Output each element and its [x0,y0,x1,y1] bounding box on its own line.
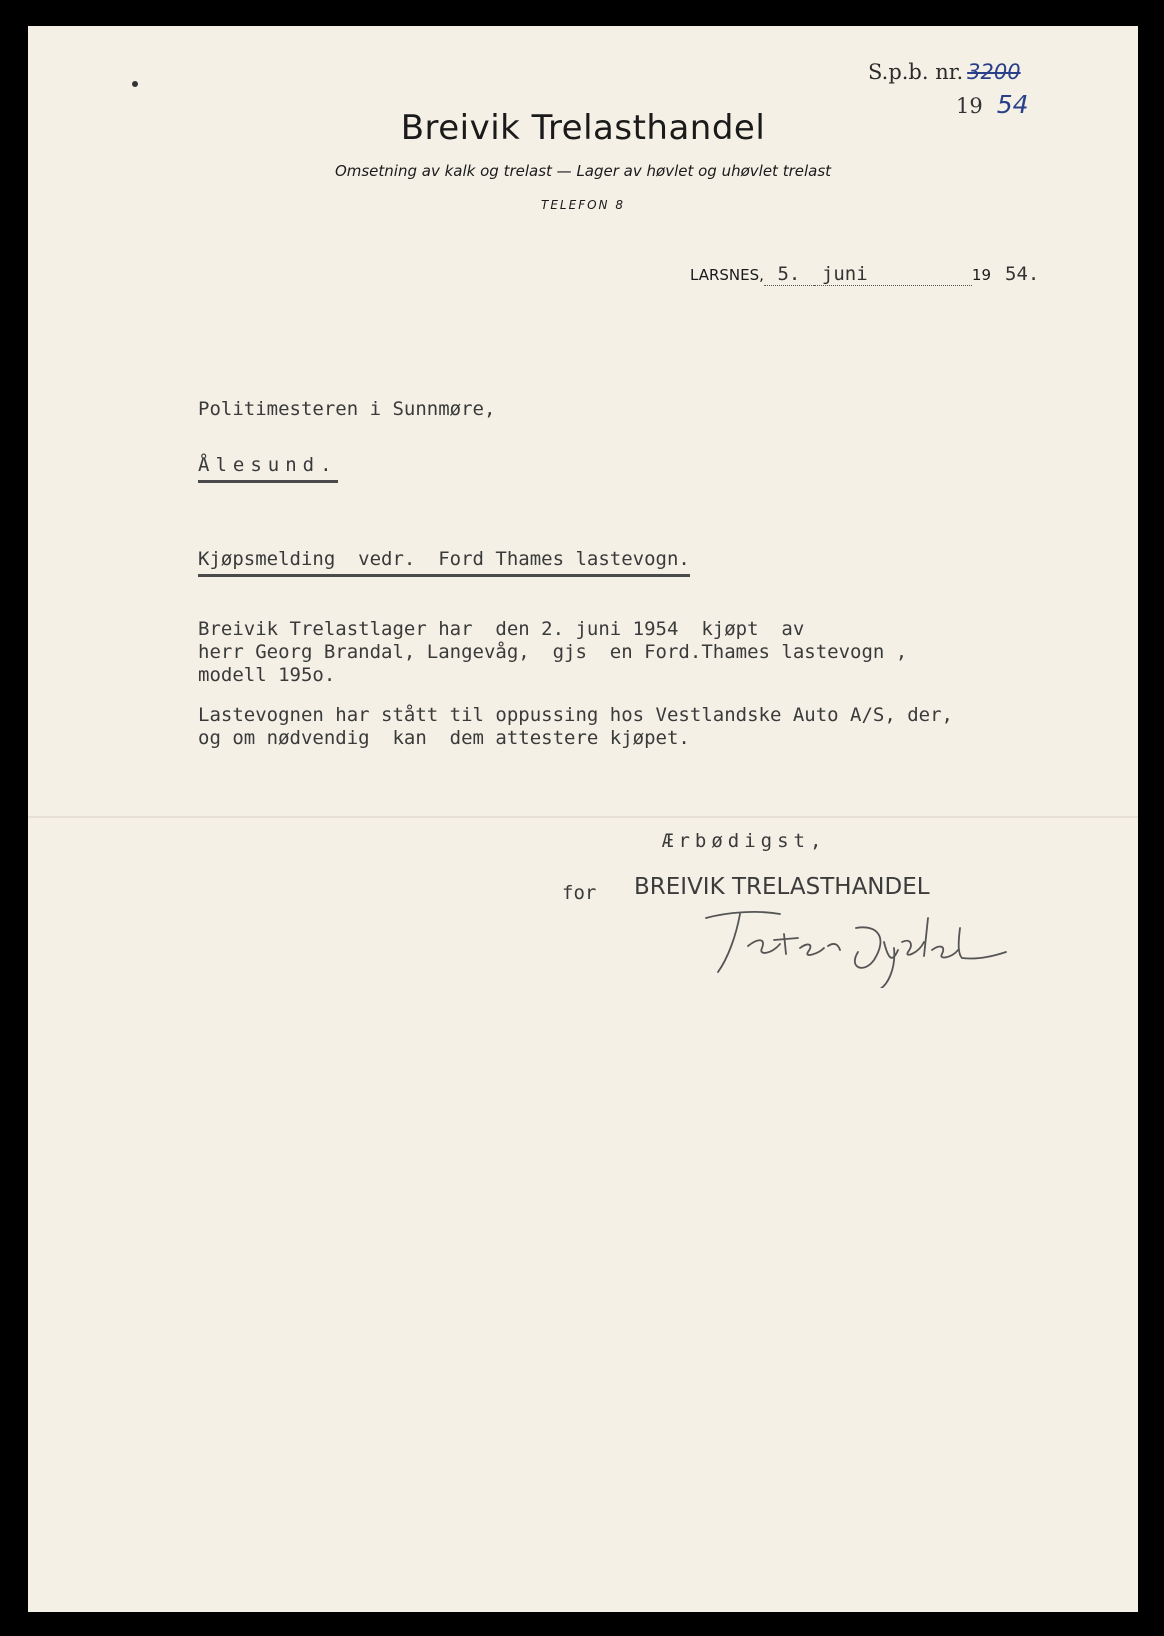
reference-year-handwritten: 54 [996,90,1029,119]
reference-number: 3200 [967,60,1021,84]
letter-page [28,26,1138,1612]
reference-year-prefix: 19 [956,94,983,118]
date-day: 5. [764,263,814,286]
date-month: juni [814,263,972,286]
date-year-prefix: 19 [971,266,991,284]
handwritten-signature [688,898,1008,988]
subject-line: Kjøpsmelding vedr. Ford Thames lastevogn. [198,548,690,577]
date-year-suffix: 54. [1005,263,1040,285]
company-name: Breivik Trelasthandel [400,108,766,148]
company-stamp: BREIVIK TRELASTHANDEL [634,874,930,900]
company-tagline: Omsetning av kalk og trelast — Lager av høvlet og uhøvlet trelast [334,162,832,180]
closing-for: for [562,882,597,904]
company-phone: TELEFON 8 [541,198,625,212]
body-line: herr Georg Brandal, Langevåg, gjs en Ford.Thames lastevogn , [198,641,908,663]
body-paragraph-1 [198,618,907,687]
fold-line [28,816,1138,818]
recipient-city: Ålesund. [198,454,338,483]
recipient-name: Politimesteren i Sunnmøre, [198,398,496,420]
body-line: Breivik Trelastlager har den 2. juni 1954 kjøpt av [198,618,805,640]
body-line: Lastevognen har stått til oppussing hos Vestlandske Auto A/S, der, [198,704,953,726]
date-place: LARSNES, [690,266,764,284]
body-paragraph-2 [198,704,953,750]
reference-stamp [868,60,1021,84]
dateline [690,263,1039,286]
closing-salutation: Ærbødigst, [662,830,827,852]
body-line: og om nødvendig kan dem attestere kjøpet. [198,727,690,749]
body-line: modell 195o. [198,664,336,686]
reference-label: S.p.b. nr. [868,60,964,84]
ink-dot [132,81,138,87]
